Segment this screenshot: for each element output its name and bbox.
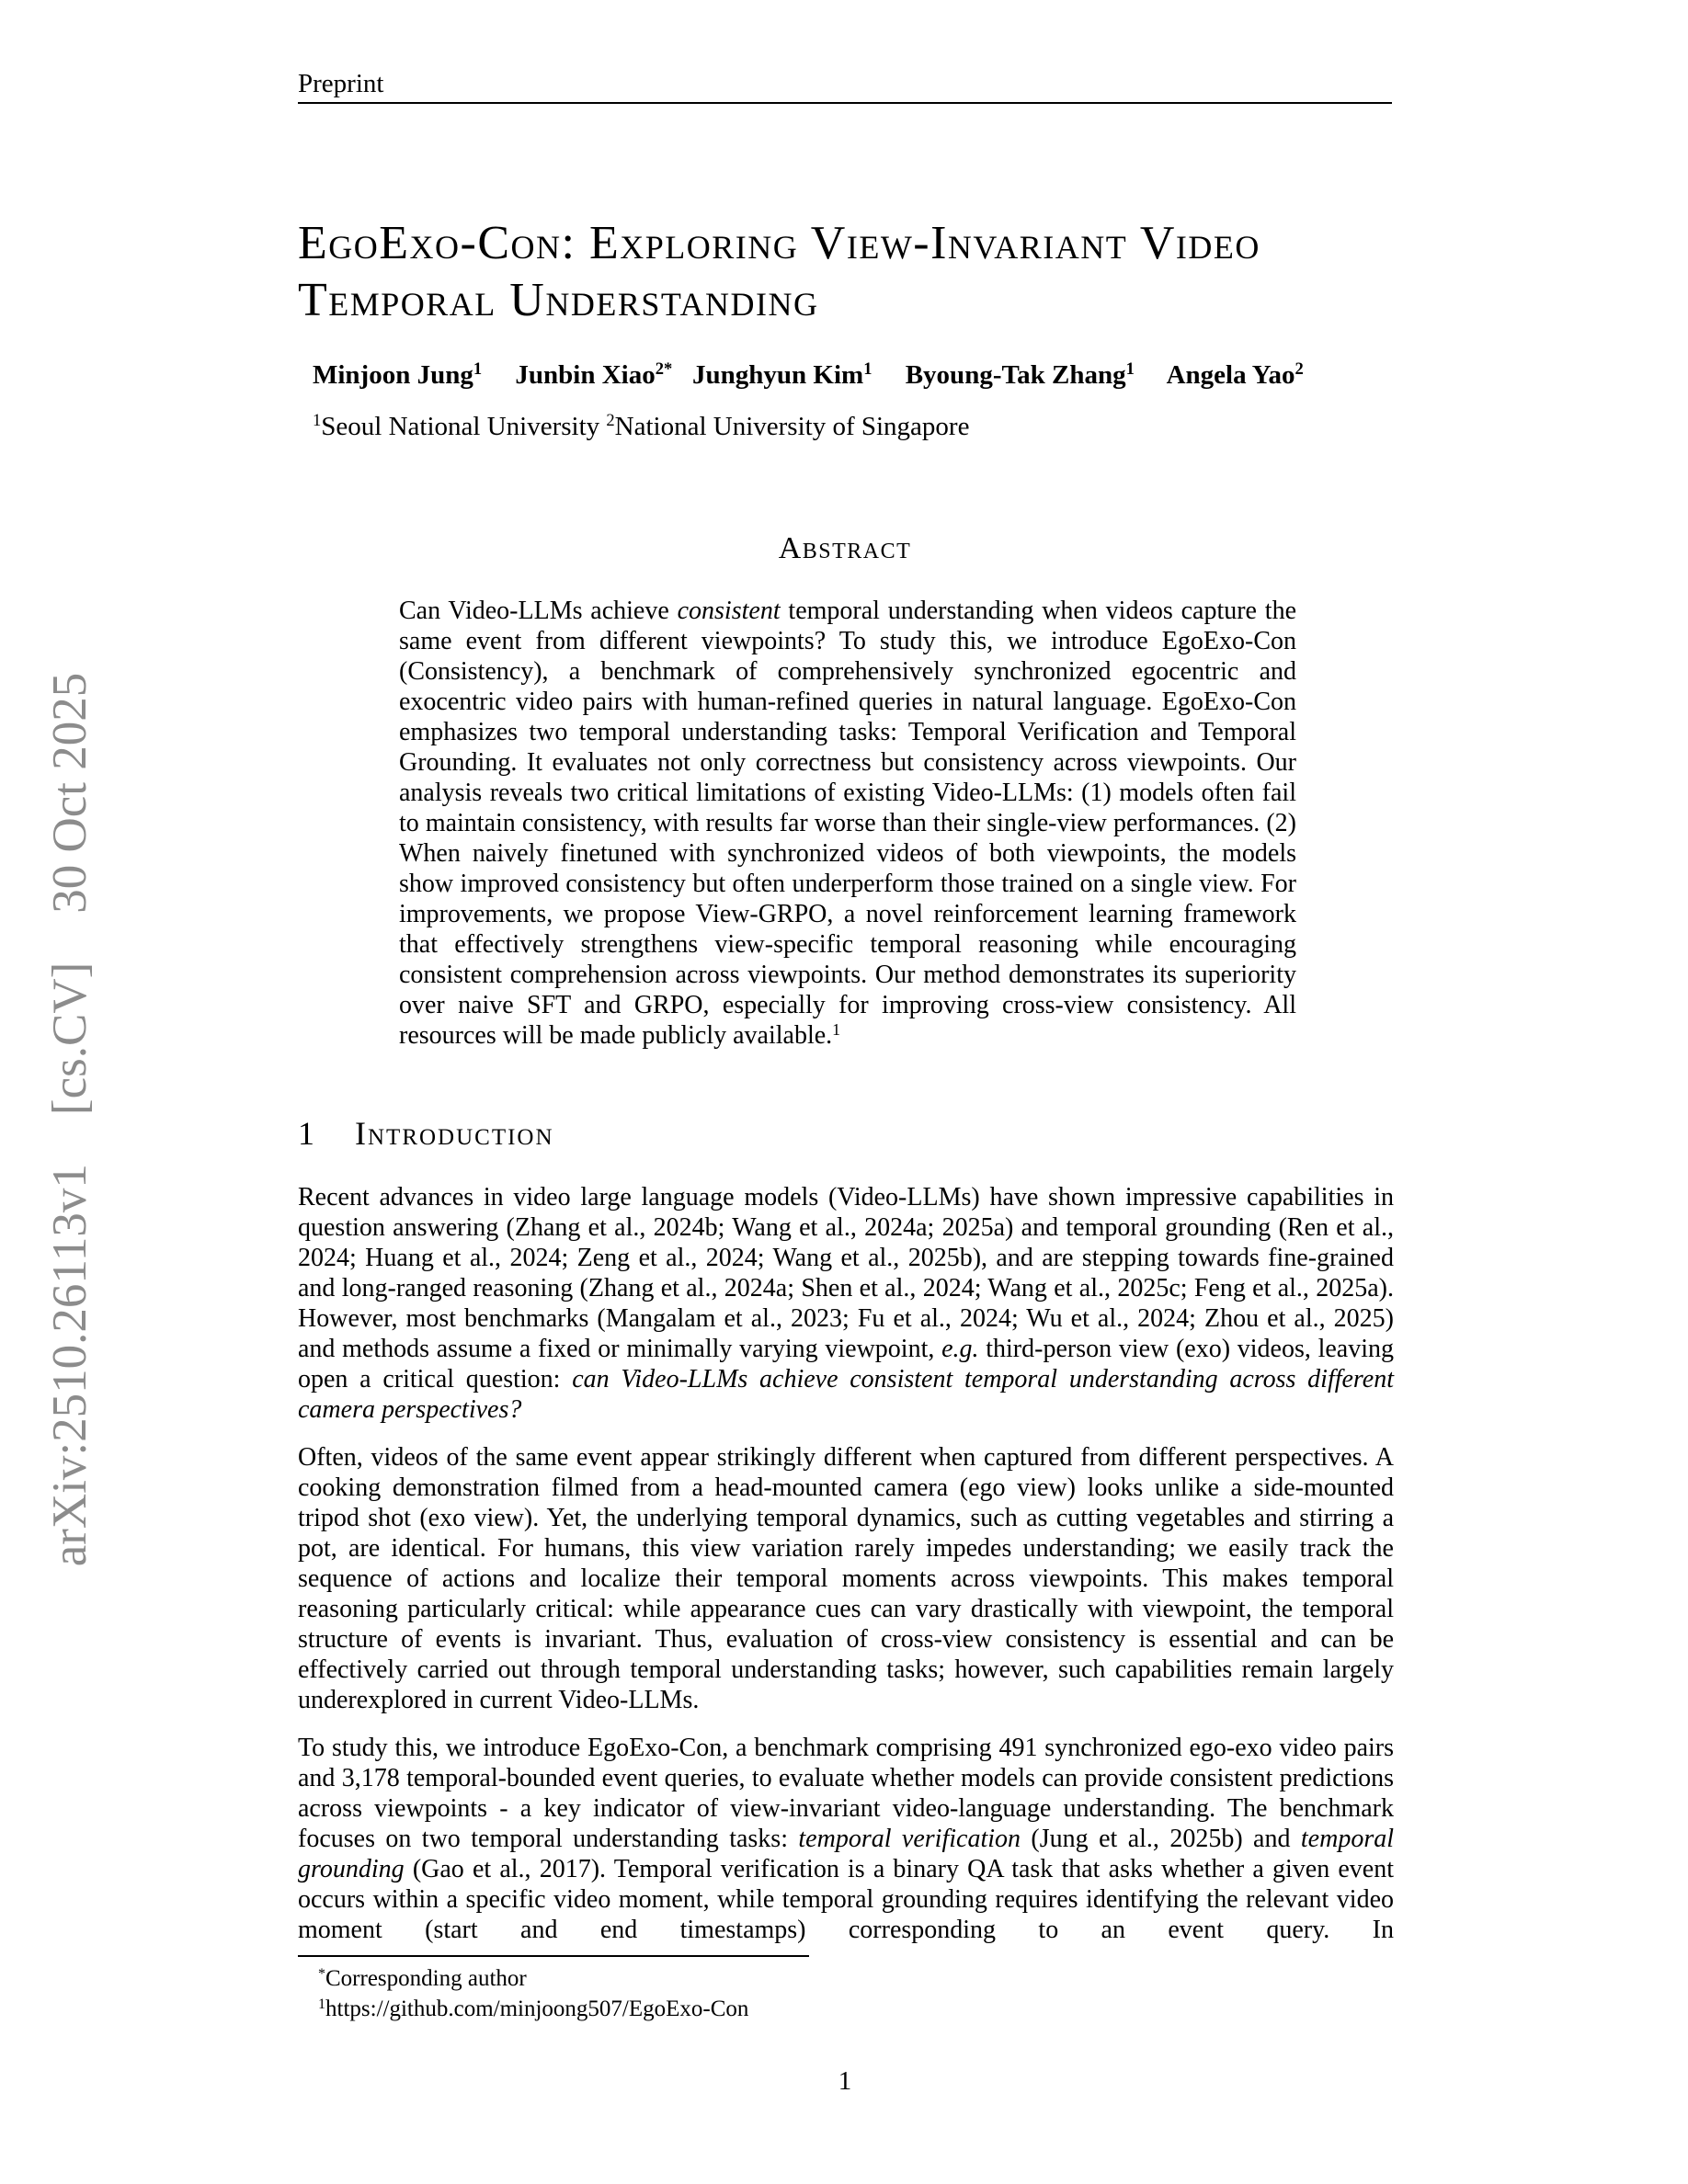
abstract-text: Can Video-LLMs achieve consistent temporal understanding when videos capture the same event from different viewpoints? To study this, we introduce EgoExo-Con (Consistency), a benchmark of comprehensively synchronized egocentric and exocentric video pairs with human-refined queries in natural language. EgoExo-Con emphasizes two temporal understanding tasks: Temporal Verification and Temporal Grounding. It evaluates not only correctness but consistency across viewpoints. Our analysis reveals two critical limitations of existing Video-LLMs: (1) models often fail to maintain consistency, with results far worse than their single-view performances. (2) When naively finetuned with synchronized videos of both viewpoints, the models show improved consistency but often underperform those trained on a single view. For improvements, we propose View-GRPO, a novel reinforcement learning framework that effectively strengthens view-specific temporal reasoning while encouraging consistent comprehension across viewpoints. Our method demonstrates its superiority over naive SFT and GRPO, especially for improving cross-view consistency. All resources will be made publicly available.$^1$	[399, 597, 1296, 1050]
footnote-marker-asterisk: *	[318, 1965, 325, 1982]
paper-title	[298, 215, 1410, 329]
header-label: Preprint	[298, 69, 384, 98]
page-number: 1	[838, 2066, 852, 2096]
paper-title-line-1: EgoExo-Con: Exploring View-Invariant Video	[298, 217, 1260, 269]
footnote-marker-1: 1	[318, 1996, 325, 2012]
footnote-text: Corresponding author	[325, 1966, 527, 1991]
header-rule	[298, 102, 1392, 104]
introduction-body	[298, 1182, 1394, 1962]
arxiv-watermark-link[interactable]: arXiv:2510.26113v1 [cs.CV] 30 Oct 2025	[43, 672, 97, 1567]
intro-paragraph-2: Often, videos of the same event appear strikingly different when captured from different perspectives. A cooking demonstration filmed from a head-mounted camera (ego view) looks unlike a side-mounted tripod shot (exo view). Yet, the underlying temporal dynamics, such as cutting vegetables and stirring a pot, are identical. For humans, this view variation rarely impedes understanding; we easily track the sequence of actions and localize their temporal moments across viewpoints. This makes temporal reasoning particularly critical: while appearance cues can vary drastically with viewpoint, the temporal structure of events is invariant. Thus, evaluation of cross-view consistency is essential and can be effectively carried out through temporal understanding tasks; however, such capabilities remain largely underexplored in current Video-LLMs.	[298, 1443, 1394, 1714]
affiliations-line: $^1$Seoul National University $^2$National University of Singapore	[313, 411, 970, 441]
section-label: Introduction	[355, 1115, 554, 1152]
footnote-github	[298, 1994, 1394, 2024]
abstract-heading: Abstract	[778, 531, 912, 565]
authors-line: Minjoon Jung$^1$ Junbin Xiao$^{2*}$ Junghyun Kim$^1$ Byoung-Tak Zhang$^1$ Angela Yao$^2$	[313, 359, 1304, 390]
github-footnote-link[interactable]: https://github.com/minjoong507/EgoExo-Con	[325, 1996, 749, 2021]
intro-paragraph-3: To study this, we introduce EgoExo-Con, a benchmark comprising 491 synchronized ego-exo video pairs and 3,178 temporal-bounded event queries, to evaluate whether models can provide consistent predictions across viewpoints - a key indicator of view-invariant video-language understanding. The benchmark focuses on two temporal understanding tasks: temporal verification (Jung et al., 2025b) and temporal grounding (Gao et al., 2017). Temporal verification is a binary QA task that asks whether a given event occurs within a specific video moment, while temporal grounding requires identifying the relevant video moment (start and end timestamps) corresponding to an event query. In	[298, 1734, 1395, 1944]
footnote-rule	[298, 1955, 809, 1957]
paper-title-line-2: Temporal Understanding	[298, 274, 819, 326]
intro-paragraph-1: Recent advances in video large language models (Video-LLMs) have shown impressive capabilities in question answering (Zhang et al., 2024b; Wang et al., 2024a; 2025a) and temporal grounding (Ren et al., 2024; Huang et al., 2024; Zeng et al., 2024; Wang et al., 2025b), and are stepping towards fine-grained and long-ranged reasoning (Zhang et al., 2024a; Shen et al., 2024; Wang et al., 2025c; Feng et al., 2025a). However, most benchmarks (Mangalam et al., 2023; Fu et al., 2024; Wu et al., 2024; Zhou et al., 2025) and methods assume a fixed or minimally varying viewpoint, e.g. third-person view (exo) videos, leaving open a critical question: can Video-LLMs achieve consistent temporal understanding across different camera perspectives?	[298, 1183, 1394, 1424]
footnote-corresponding-author	[298, 1963, 1394, 1994]
footnotes	[298, 1963, 1394, 2024]
section-number: 1	[298, 1115, 314, 1152]
section-heading-introduction	[298, 1114, 1392, 1153]
